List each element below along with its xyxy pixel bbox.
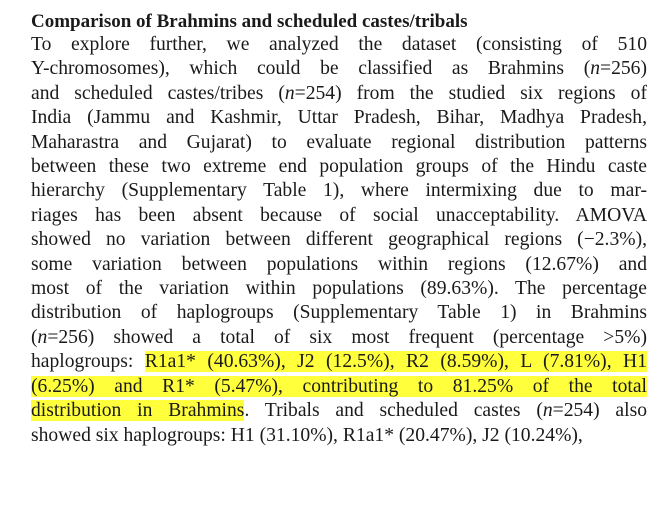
text-line: distribution in Brahmins. Tribals and scheduled castes (n=254) also xyxy=(31,400,647,422)
text-line: some variation between populations within regions (12.67%) and xyxy=(31,253,647,275)
text-line: showed no variation between different geographical regions (−2.3%), xyxy=(31,229,647,251)
text-line xyxy=(31,375,647,399)
italic-n: n xyxy=(590,58,601,80)
text-line: most of the variation within populations (89.63%). The percentage xyxy=(31,278,647,300)
highlighted-text: R1a1* (40.63%), J2 (12.5%), R2 (8.59%), L (7.81%), H1 xyxy=(144,351,647,373)
text-line: riages has been absent because of social unacceptability. AMOVA xyxy=(31,204,647,226)
text-line: distribution of haplogroups (Supplementary Table 1) in Brahmins xyxy=(31,302,647,324)
section-heading: Comparison of Brahmins and scheduled castes/tribals xyxy=(31,11,468,32)
highlighted-text: (6.25%) and R1* (5.47%), contributing to 81.25% of the total xyxy=(31,375,647,397)
document-page xyxy=(31,10,647,448)
text-line: and scheduled castes/tribes (n=254) from the studied six regions of xyxy=(31,82,647,104)
text-line: between these two extreme end population groups of the Hindu caste xyxy=(31,156,647,178)
text-line: showed six haplogroups: H1 (31.10%), R1a1* (20.47%), J2 (10.24%), xyxy=(31,424,583,446)
text-line: (n=256) showed a total of six most frequent (percentage >5%) xyxy=(31,326,647,348)
italic-n: n xyxy=(542,400,553,422)
italic-n: n xyxy=(37,326,48,348)
text-line: Y-chromosomes), which could be classified as Brahmins (n=256) xyxy=(31,58,647,80)
body-paragraph xyxy=(31,33,647,448)
text-line: Maharastra and Gujarat) to evaluate regional distribution patterns xyxy=(31,131,647,153)
highlighted-text: distribution in Brahmins xyxy=(31,400,245,422)
text-line: India (Jammu and Kashmir, Uttar Pradesh, Bihar, Madhya Pradesh, xyxy=(31,107,647,129)
italic-n: n xyxy=(284,82,295,104)
text-line: haplogroups: R1a1* (40.63%), J2 (12.5%), R2 (8.59%), L (7.81%), H1 xyxy=(31,351,647,373)
text-line: To explore further, we analyzed the dataset (consisting of 510 xyxy=(31,34,647,55)
text-line: hierarchy (Supplementary Table 1), where intermixing due to mar- xyxy=(31,180,647,202)
